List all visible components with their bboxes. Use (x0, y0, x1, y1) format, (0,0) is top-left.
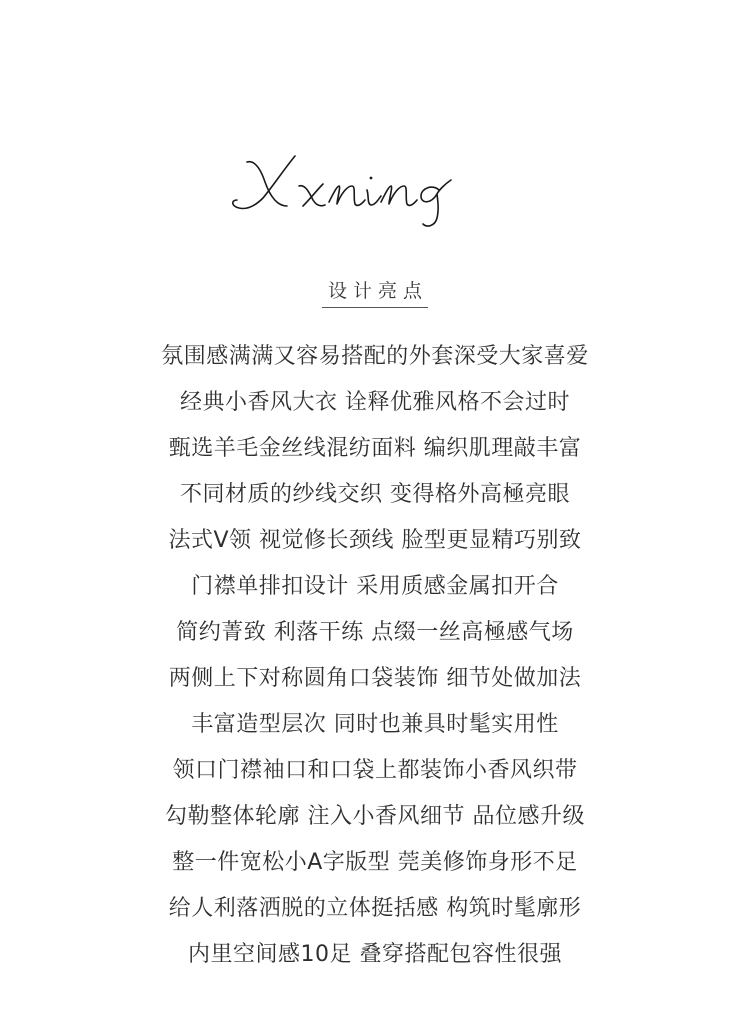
description-line: 法式V领 视觉修长颈线 脸型更显精巧别致 (168, 528, 582, 553)
description-line: 给人利落洒脱的立体挺括感 构筑时髦廓形 (168, 896, 582, 921)
description-line: 两侧上下对称圆角口袋装饰 细节处做加法 (168, 666, 582, 691)
description-list (0, 339, 750, 983)
brand-logo (0, 150, 750, 230)
section-title (0, 276, 750, 308)
description-line: 经典小香风大衣 诠释优雅风格不会过时 (180, 390, 570, 415)
description-line: 氛围感满满又容易搭配的外套深受大家喜爱 (161, 344, 589, 369)
description-line: 不同材质的纱线交织 变得格外高極亮眼 (180, 482, 570, 507)
script-wordmark-logo (225, 150, 525, 230)
description-line: 简约菁致 利落干练 点缀一丝高極感气场 (176, 620, 574, 645)
description-line: 甄选羊毛金丝线混纺面料 编织肌理敲丰富 (168, 436, 582, 461)
description-line: 整一件宽松小A字版型 莞美修饰身形不足 (172, 850, 578, 875)
description-line: 内里空间感10足 叠穿搭配包容性很强 (188, 942, 562, 967)
description-line: 门襟单排扣设计 采用质感金属扣开合 (191, 574, 559, 599)
description-line: 领口门襟袖口和口袋上都装饰小香风织带 (172, 758, 578, 783)
section-title-text: 设计亮点 (322, 276, 428, 308)
description-line: 勾勒整体轮廓 注入小香风细节 品位感升级 (165, 804, 585, 829)
description-line: 丰富造型层次 同时也兼具时髦实用性 (191, 712, 559, 737)
